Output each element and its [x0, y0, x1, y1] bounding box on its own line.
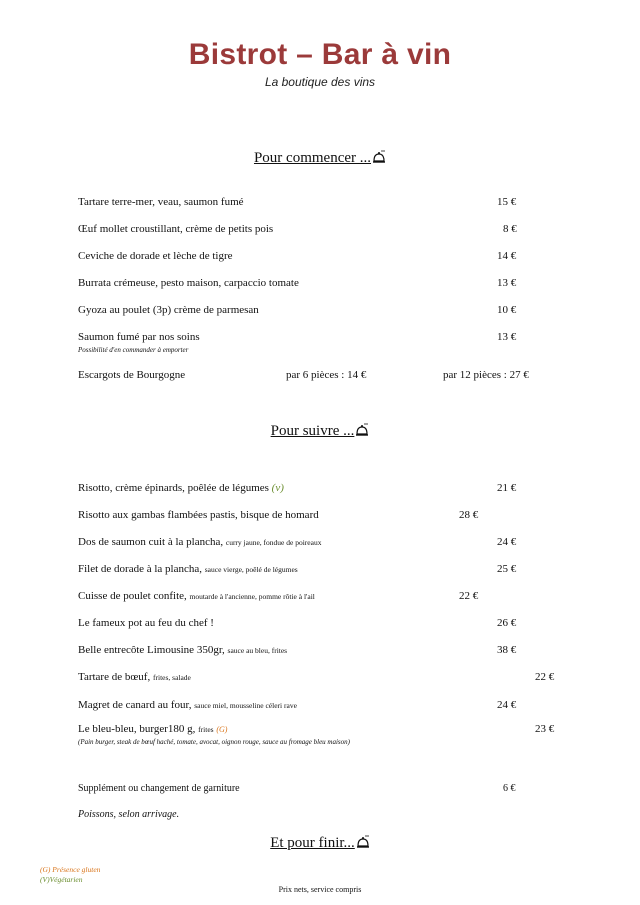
menu-item-name: Filet de dorade à la plancha, [78, 563, 203, 575]
menu-item-name: Belle entrecôte Limousine 350gr, [78, 644, 225, 656]
menu-item-price: 22 € [459, 590, 479, 602]
menu-item-price: 10 € [497, 304, 517, 316]
menu-item-escargots: Escargots de Bourgogne [78, 369, 186, 381]
menu-item-price: 22 € [535, 671, 555, 683]
menu-item [78, 723, 227, 735]
supplement-price: 6 € [503, 783, 516, 794]
menu-item [78, 563, 298, 575]
menu-item-detail: sauce vierge, poêlé de légumes [204, 565, 298, 574]
escargots-option-6: par 6 pièces : 14 € [286, 369, 367, 381]
menu-item-detail: frites, salade [152, 673, 191, 682]
menu-item [78, 482, 284, 494]
menu-item-price: 24 € [497, 536, 517, 548]
cloche-icon [355, 423, 369, 437]
menu-item-price: 38 € [497, 644, 517, 656]
escargots-option-12: par 12 pièces : 27 € [443, 369, 529, 381]
menu-item-detail: frites [198, 725, 214, 734]
fish-note: Poissons, selon arrivage. [78, 809, 180, 820]
legend-gluten: (G) Présence gluten [40, 865, 101, 874]
menu-item [78, 671, 191, 683]
section-heading-label: Et pour finir... [270, 835, 355, 851]
menu-item-name: Magret de canard au four, [78, 699, 192, 711]
legend-vegetarian: (V)Végétarien [40, 875, 83, 884]
page-title: Bistrot – Bar à vin [188, 38, 452, 71]
gluten-tag: (G) [216, 725, 228, 734]
menu-item-price: 24 € [497, 699, 517, 711]
menu-item-price: 21 € [497, 482, 517, 494]
menu-item-price: 28 € [459, 509, 479, 521]
menu-item: Burrata crémeuse, pesto maison, carpaccio tomate [78, 277, 299, 289]
menu-item-price: 26 € [497, 617, 517, 629]
menu-item [78, 699, 297, 711]
menu-item-detail: moutarde à l'ancienne, pomme rôtie à l'ail [189, 592, 315, 601]
section-heading-starters [0, 150, 640, 167]
supplement-item: Supplément ou changement de garniture [78, 783, 240, 794]
cloche-icon [372, 150, 386, 164]
menu-item-detail: curry jaune, fondue de poireaux [225, 538, 322, 547]
menu-item-price: 13 € [497, 277, 517, 289]
menu-item: Ceviche de dorade et lèche de tigre [78, 250, 233, 262]
menu-item-name: Tartare de bœuf, [78, 671, 151, 683]
page-subtitle: La boutique des vins [264, 75, 376, 89]
menu-item-detail: sauce au bleu, frites [227, 646, 288, 655]
cloche-icon [356, 835, 370, 849]
section-heading-label: Pour suivre ... [270, 423, 355, 439]
menu-item [78, 644, 287, 656]
menu-item-name: Risotto, crème épinards, poêlée de légumes [78, 482, 269, 494]
footer-note: Prix nets, service compris [278, 885, 362, 894]
menu-item-price: 15 € [497, 196, 517, 208]
menu-item [78, 536, 321, 548]
section-heading-desserts [0, 835, 640, 852]
vegetarian-tag: (v) [271, 482, 284, 494]
menu-item-note: (Pain burger, steak de bœuf haché, tomate, avocat, oignon rouge, sauce au fromage bleu maison) [78, 738, 350, 746]
menu-item-name: Cuisse de poulet confite, [78, 590, 187, 602]
menu-item: Risotto aux gambas flambées pastis, bisque de homard [78, 509, 319, 521]
menu-item-price: 13 € [497, 331, 517, 343]
section-heading-label: Pour commencer ... [253, 150, 372, 166]
menu-item-price: 23 € [535, 723, 555, 735]
menu-item-price: 14 € [497, 250, 517, 262]
menu-item: Le fameux pot au feu du chef ! [78, 617, 214, 629]
menu-item-name: Le bleu-bleu, burger180 g, [78, 723, 196, 735]
section-heading-mains [0, 423, 640, 440]
menu-item-note: Possibilité d'en commander à emporter [78, 346, 189, 354]
menu-item: Saumon fumé par nos soins [78, 331, 200, 343]
menu-item: Tartare terre-mer, veau, saumon fumé [78, 196, 244, 208]
menu-item: Œuf mollet croustillant, crème de petits pois [78, 223, 274, 235]
menu-item-price: 25 € [497, 563, 517, 575]
menu-item [78, 590, 315, 602]
menu-item: Gyoza au poulet (3p) crème de parmesan [78, 304, 259, 316]
menu-item-detail: sauce miel, mousseline céleri rave [194, 701, 297, 710]
menu-item-price: 8 € [503, 223, 517, 235]
menu-item-name: Dos de saumon cuit à la plancha, [78, 536, 224, 548]
